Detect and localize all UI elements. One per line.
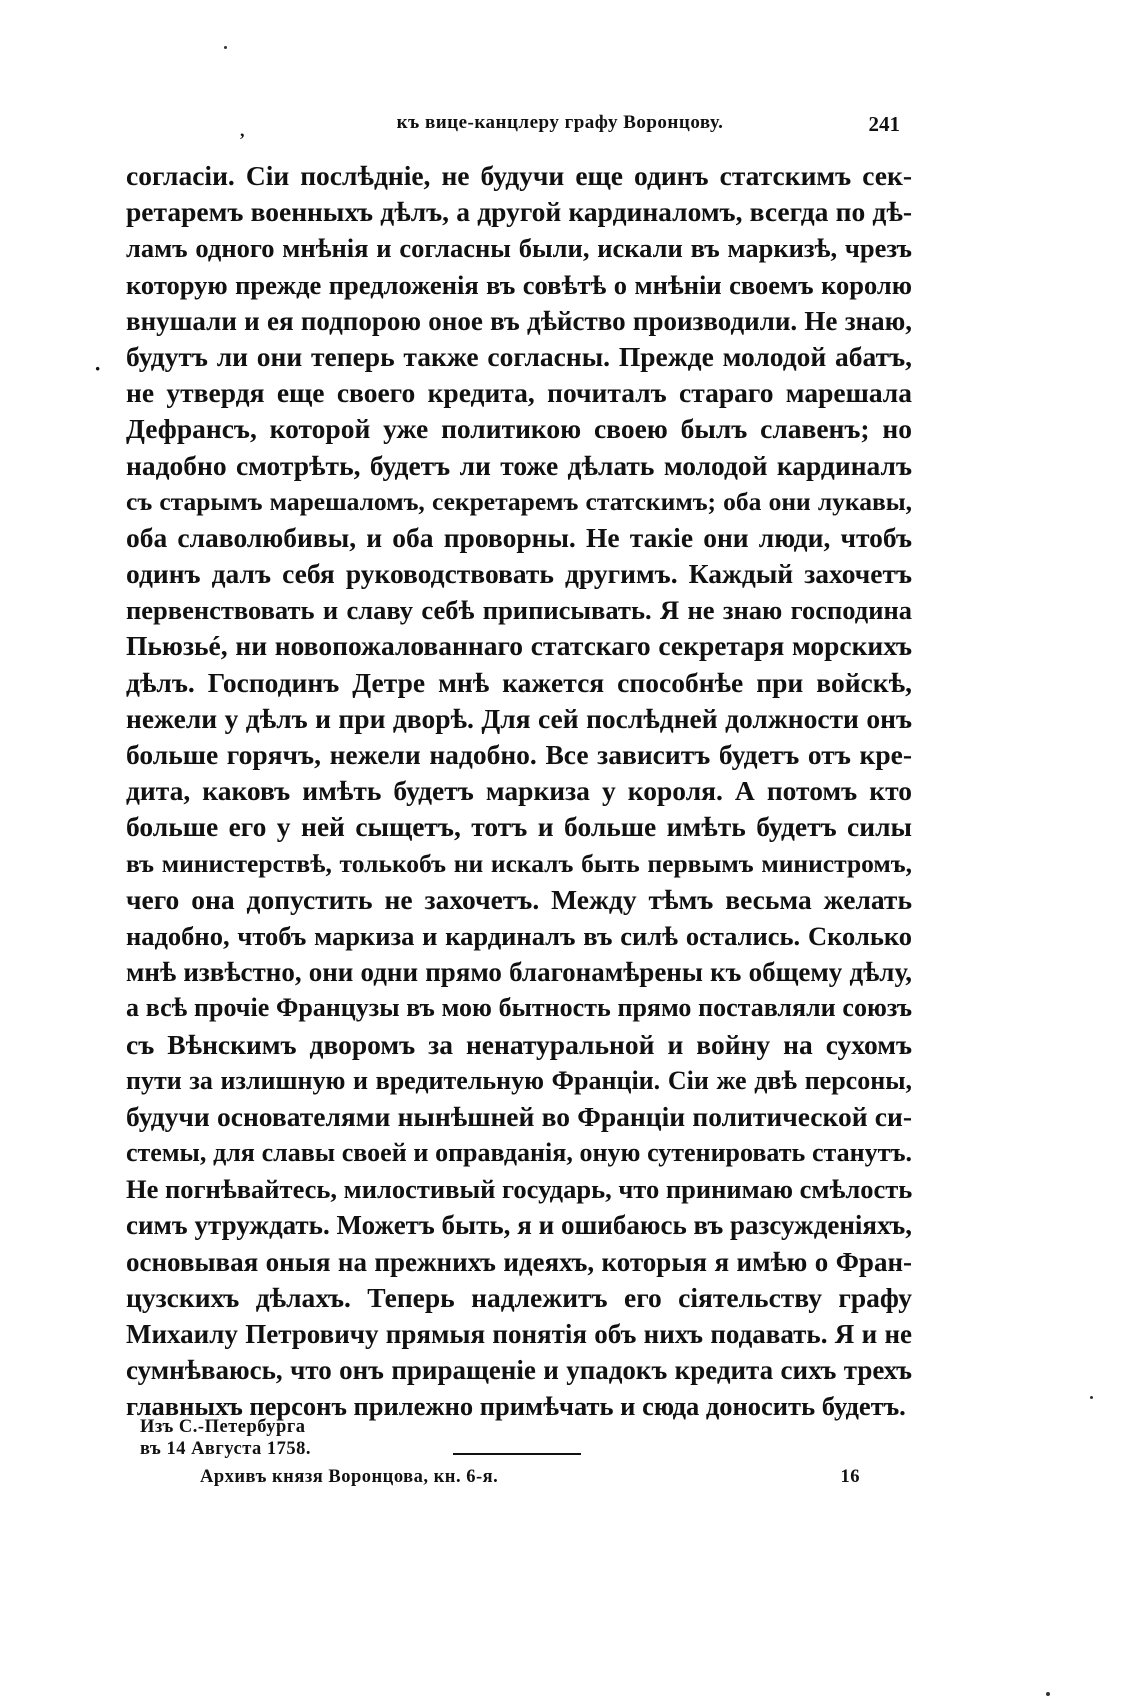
text-line: Дефрансъ, которой уже политикою своею былъ славенъ; но [126, 413, 912, 445]
margin-mark: · [94, 356, 102, 381]
letter-closing [140, 1416, 311, 1460]
text-line: сумнѣваюсь, что онъ приращеніе и упадокъ кредита сихъ трехъ [126, 1355, 912, 1386]
text-line: будутъ ли они теперь также согласны. Прежде молодой абатъ, [126, 340, 912, 372]
text-line: надобно смотрѣть, будетъ ли тоже дѣлать молодой кардиналъ [126, 449, 912, 481]
text-line: основывая оныя на прежнихъ идеяхъ, которыя я имѣю о Фран- [126, 1246, 912, 1277]
text-line: не утвердя еще своего кредита, почиталъ стараго марешала [126, 377, 912, 409]
text-line: согласіи. Сіи послѣдніе, не будучи еще одинъ статскимъ сек- [126, 160, 912, 191]
text-line: съ старымъ марешаломъ, секретаремъ статскимъ; оба они лукавы, [126, 486, 912, 516]
text-line: чего она допустить не захочетъ. Между тѣмъ весьма желать [126, 883, 912, 915]
text-line: главныхъ персонъ прилежно примѣчать и сюда доносить будетъ. [126, 1391, 906, 1422]
print-speck [224, 46, 227, 49]
header-mark: , [240, 120, 245, 140]
text-line: Не погнѣвайтесь, милостивый государь, что принимаю смѣлость [126, 1174, 913, 1205]
text-line: одинъ далъ себя руководствовать другимъ. Каждый захочетъ [126, 558, 912, 590]
text-line: больше его у ней сыщетъ, тотъ и больше имѣть будетъ силы [126, 811, 912, 843]
text-line: Михаилу Петровичу прямыя понятія объ нихъ подавать. Я и не [126, 1319, 912, 1349]
page-footer [200, 1467, 860, 1493]
text-line: которую прежде предложенія въ совѣтѣ о мнѣніи своемъ королю [126, 269, 912, 300]
running-title: къ вице-канцлеру графу Воронцову. [396, 112, 724, 133]
text-line: ламъ одного мнѣнія и согласны были, искали въ маркизѣ, чрезъ [126, 233, 912, 264]
body-text [126, 158, 912, 1425]
text-line: а всѣ прочіе Французы въ мою бытность прямо поставляли союзъ [126, 993, 912, 1023]
footer-source: Архивъ князя Воронцова, кн. 6-я. [200, 1467, 499, 1487]
closing-date: въ 14 Августа 1758. [140, 1439, 312, 1459]
text-line: ретаремъ военныхъ дѣлъ, а другой кардиналомъ, всегда по дѣ- [126, 196, 912, 228]
text-line: надобно, чтобъ маркиза и кардиналъ въ силѣ остались. Сколько [126, 920, 912, 951]
text-line: стемы, для славы своей и оправданія, оную сутенировать станутъ. [126, 1138, 912, 1168]
text-line: нежели у дѣлъ и при дворѣ. Для сей послѣдней должности онъ [126, 702, 912, 734]
text-line: первенствовать и славу себѣ приписывать. Я не знаю господина [126, 595, 912, 626]
text-line: больше горячъ, нежели надобно. Все зависитъ будетъ отъ кре- [126, 739, 912, 770]
footnote-rule [453, 1453, 581, 1455]
text-line: внушали и ея подпорою оное въ дѣйство производили. Не знаю, [126, 305, 912, 336]
text-line: симъ утруждать. Можетъ быть, я и ошибаюсь въ разсужденіяхъ, [126, 1210, 912, 1241]
text-line: въ министерствѣ, толькобъ ни искалъ быть первымъ министромъ, [126, 848, 912, 878]
print-speck [1090, 1396, 1093, 1399]
text-line: мнѣ извѣстно, они одни прямо благонамѣрены къ общему дѣлу, [126, 957, 912, 988]
closing-place: Изъ С.-Петербурга [140, 1417, 306, 1437]
text-line: пути за излишную и вредительную Франціи. Сіи же двѣ персоны, [126, 1065, 912, 1095]
text-line: дѣлъ. Господинъ Детре мнѣ кажется способнѣе при войскѣ, [126, 666, 912, 698]
text-line: цузскихъ дѣлахъ. Теперь надлежитъ его сіятельству графу [126, 1281, 912, 1313]
signature-mark: 16 [840, 1467, 860, 1487]
text-line: Пьюзьé, ни новопожалованнаго статскаго секретаря морскихъ [126, 630, 912, 662]
page-number: 241 [868, 112, 900, 136]
text-line: съ Вѣнскимъ дворомъ за ненатуральной и войну на сухомъ [126, 1028, 912, 1060]
text-line: дита, каковъ имѣть будетъ маркиза у короля. А потомъ кто [126, 775, 912, 807]
running-head [240, 112, 900, 140]
text-line: оба славолюбивы, и оба проворны. Не такіе они люди, чтобъ [126, 521, 912, 553]
text-line: будучи основателями нынѣшней во Франціи политической си- [126, 1100, 912, 1132]
print-speck [1046, 1692, 1050, 1696]
